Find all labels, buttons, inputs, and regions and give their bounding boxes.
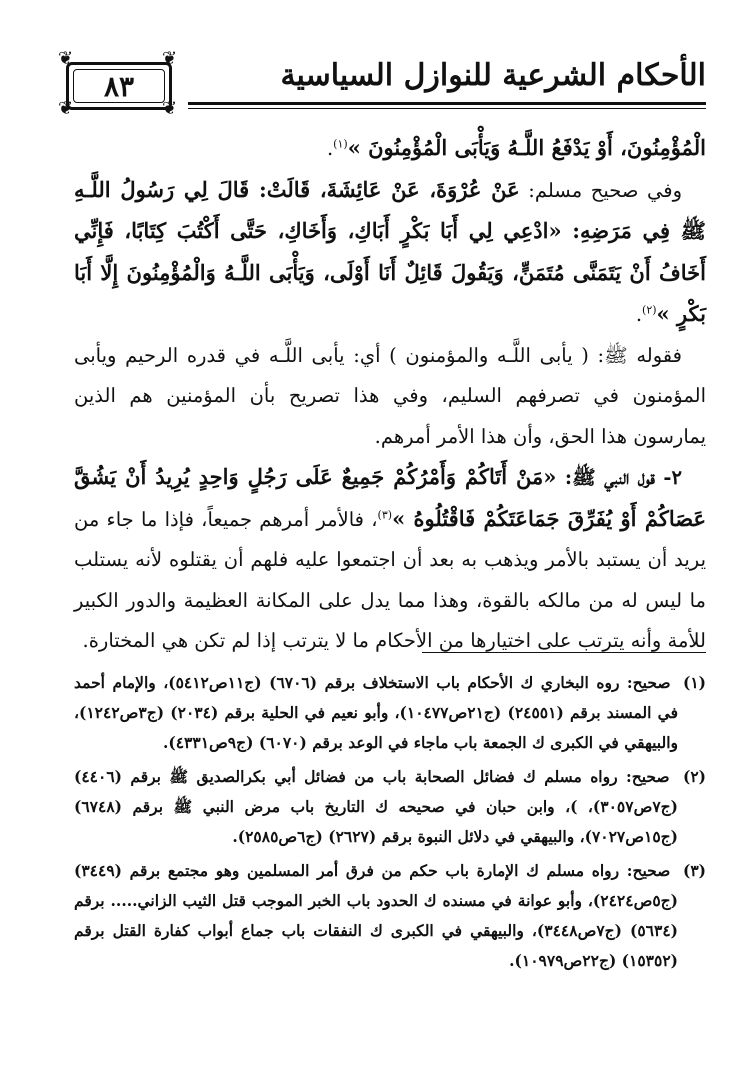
source-intro: وفي صحيح مسلم: — [519, 178, 682, 202]
footnote-ref-2: (٢) — [642, 303, 657, 317]
corner-ornament-icon: ❦ — [58, 98, 74, 119]
header-rule-thin — [188, 108, 706, 109]
corner-ornament-icon: ❦ — [162, 98, 178, 119]
paragraph-4 — [74, 457, 706, 662]
end-punct: . — [635, 303, 643, 326]
commentary: ، فالأمر أمرهم جميعاً، فإذا ما جاء من يريد أن يستبد بالأمر ويذهب به بعد أن اجتمعوا عليه فلهم أن يقتلوه لأنه يستلب ما ليس له من مالكه بالقوة، وهذا مما يدل على المكانة العظيمة والدور الكبير للأمة وأنه يترتب على اختيارها من الأحكام ما لا يترتب إذا لم تكن هي المختارة. — [74, 507, 706, 652]
paragraph-3: فقوله ﷺ: ( يأبى اللَّـه والمؤمنون ) أي: يأبى اللَّـه في قدره الرحيم ويأبى المؤمنون في تصرفهم السليم، وفي هذا تصريح بأن المؤمنين هم الذين يمارسون هذا الحق، وأن هذا الأمر أمرهم. — [74, 343, 706, 448]
footnote-separator — [422, 652, 706, 653]
main-text — [74, 128, 706, 662]
running-title: الأحكام الشرعية للنوازل السياسية — [280, 58, 706, 93]
footnote-number: (٣) — [682, 861, 706, 880]
hadith-text: «مَنْ أَتَاكُمْ وَأَمْرُكُمْ جَمِيعٌ عَلَى رَجُلٍ وَاحِدٍ يُرِيدُ أَنْ يَشُقَّ عَصَاكُمْ أَوْ يُفَرِّقَ جَمَاعَتَكُمْ فَاقْتُلُوهُ » — [74, 464, 706, 531]
footnote-2 — [74, 762, 706, 852]
page-number-text: ٨٣ — [103, 69, 135, 103]
end-punct: . — [326, 137, 334, 160]
footnote-number: (٢) — [682, 767, 706, 786]
footnote-ref-3: (٣) — [377, 508, 393, 521]
footnotes — [74, 668, 706, 980]
header-rule — [188, 102, 706, 105]
footnote-ref-1: (١) — [333, 137, 348, 151]
page-number — [66, 62, 172, 110]
corner-ornament-icon: ❦ — [162, 48, 178, 69]
page-header — [58, 50, 706, 120]
footnote-text: صحيح: روه البخاري ك الأحكام باب الاستخلاف برقم (٦٧٠٦) (ج١١ص٥٤١٢)، والإمام أحمد في المسند برقم (٢٤٥٥١) (ج٢١ص١٠٤٧٧)، وأبو نعيم في الحلية برقم (٢٠٣٤) (ج٣ص١٢٤٢)، والبيهقي في الكبرى ك الجمعة باب ماجاء في الوعد برقم (٦٠٧٠) (ج٩ص٤٣٣١). — [74, 673, 678, 752]
point-intro: ٢- قول النبي ﷺ: — [556, 466, 682, 489]
footnote-number: (١) — [682, 673, 706, 692]
hadith-text: عَنْ عُرْوَةَ، عَنْ عَائِشَةَ، قَالَتْ: قَالَ لِي رَسُولُ اللَّـهِ ﷺ فِي مَرَضِهِ: «ادْعِي لِي أَبَا بَكْرٍ أَبَاكِ، وَأَخَاكِ، حَتَّى أَكْتُبَ كِتَابًا، فَإِنِّي أَخَافُ أَنْ يَتَمَنَّى مُتَمَنٍّ، وَيَقُولَ قَائِلٌ أَنَا أَوْلَى، وَيَأْبَى اللَّـهُ وَالْمُؤْمِنُونَ إِلَّا أَبَا بَكْرٍ » — [74, 176, 706, 326]
hadith-continuation: الْمُؤْمِنُونَ، أَوْ يَدْفَعُ اللَّـهُ وَيَأْبَى الْمُؤْمِنُونَ » — [347, 135, 706, 160]
corner-ornament-icon: ❦ — [58, 48, 74, 69]
paragraph-1 — [74, 128, 706, 170]
footnote-1 — [74, 668, 706, 758]
footnote-text: صحيح: رواه مسلم ك فضائل الصحابة باب من فضائل أبي بكرالصديق ﷺ برقم (٤٤٠٦) (ج٧ص٣٠٥٧)، )، وابن حبان في صحيحه ك التاريخ باب مرض النبي ﷺ برقم (٦٧٤٨) (ج١٥ص٧٠٢٧)، والبيهقي في دلائل النبوة برقم (٢٦٢٧) (ج٦ص٢٥٨٥). — [74, 767, 678, 846]
footnote-text: صحيح: رواه مسلم ك الإمارة باب حكم من فرق أمر المسلمين وهو مجتمع برقم (٣٤٤٩) (ج٥ص٢٤٢٤)، وأبو عوانة في مسنده ك الحدود باب الخبر الموجب قتل الثيب الزاني..... برقم (٥٦٣٤) (ج٧ص٣٤٤٨)، والبيهقي في الكبرى ك النفقات باب جماع أبواب كفارة القتل برقم (١٥٣٥٢) (ج٢٢ص١٠٩٧٩). — [74, 861, 678, 970]
footnote-3 — [74, 856, 706, 976]
paragraph-2 — [74, 170, 706, 336]
